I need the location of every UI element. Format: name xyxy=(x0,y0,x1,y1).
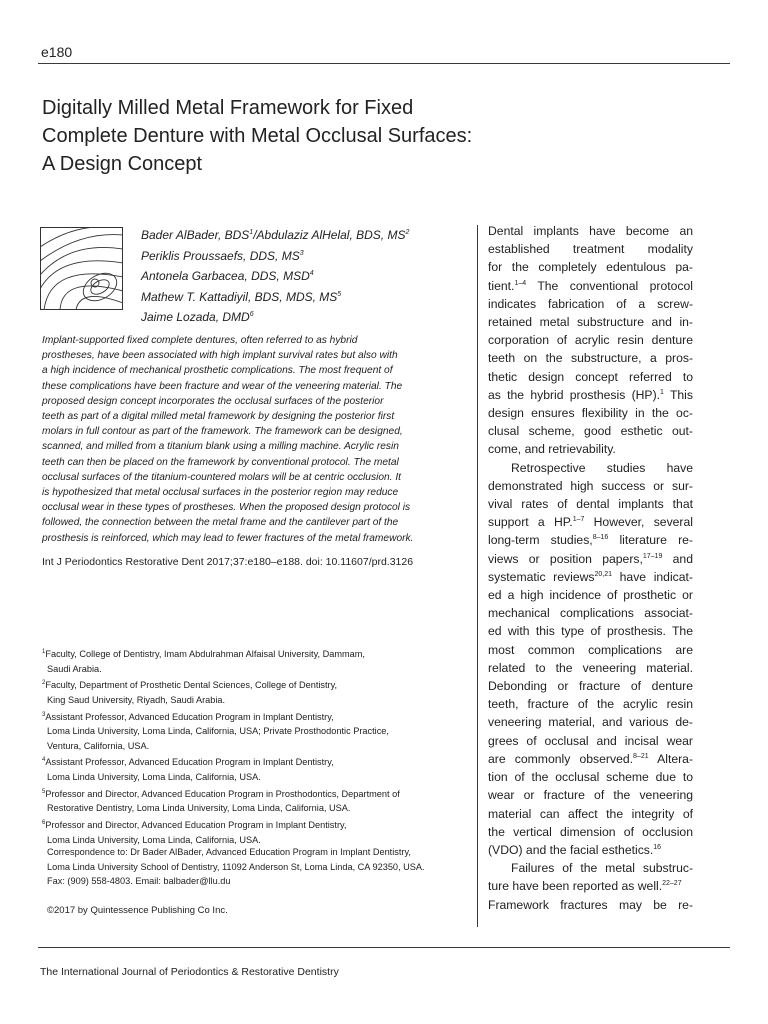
affiliation-item: $^6$Professor and Director, Advanced Education Program in Implant Dentistry, Loma Linda University, Loma Linda, California, USA. xyxy=(42,819,347,845)
reference-superscript: 5 xyxy=(42,788,46,795)
body-line: retained metal substructure and in- xyxy=(488,315,693,330)
body-line: established treatment modality xyxy=(488,242,693,257)
body-line: corporation of acrylic resin denture xyxy=(488,333,693,348)
abstract: Implant-supported fixed complete dentures, often referred to as hybrid prostheses, have been associated with high implant survival rates but also with a high incidence of mechanical prosthetic complications. The most frequent of these complications have been fracture and wear of the veneering material. The proposed design concept incorporates the occlusal surfaces of the posterior teeth as part of a digital milled metal framework by designing the posterior first molars in full contour as part of the framework. The framework can be designed, scanned, and milled from a titanium blank using a milling machine. Acrylic resin teeth can then be placed on the framework by conventional protocol. The metal occlusal surfaces of the titanium-countered molars will be at centric occlusion. It is hypothesized that metal occlusal surfaces in the posterior region may reduce occlusal wear in these types of prostheses. When the proposed design protocol is followed, the connection between the metal frame and the cantilever part of the prosthesis is reinforced, which may lead to fewer fractures of the metal framework. xyxy=(42,335,414,544)
body-line: teeth on the substructure, a pros- xyxy=(488,351,693,366)
header-rule xyxy=(38,63,730,64)
copyright: ©2017 by Quintessence Publishing Co Inc. xyxy=(47,905,228,916)
body-line: mechanical complications associat- xyxy=(488,606,693,621)
body-line: clusal scheme, good esthetic out- xyxy=(488,424,693,439)
reference-superscript: 1–7 xyxy=(572,516,585,524)
body-line: Retrospective studies have xyxy=(511,460,693,475)
body-line: views or position papers,$^{17-19}$ and xyxy=(488,551,693,566)
reference-superscript: 3 xyxy=(42,711,46,718)
reference-superscript: 3 xyxy=(299,249,304,257)
body-text xyxy=(488,222,693,914)
reference-superscript: 8–16 xyxy=(592,534,609,542)
body-line: tient.$^{1-4}$ The conventional protocol xyxy=(488,278,693,293)
column-divider xyxy=(477,225,478,927)
body-line: wear or fracture of the veneering xyxy=(488,788,693,803)
title-line: Digitally Milled Metal Framework for Fixed xyxy=(42,97,414,119)
body-line: support a HP.$^{1-7}$ However, several xyxy=(488,515,693,530)
body-line: Dental implants have become an xyxy=(488,224,693,238)
body-line: indicates fabrication of a screw- xyxy=(488,296,693,311)
author-line: Jaime Lozada, DMD$^6$ xyxy=(141,310,254,324)
body-line: for the completely edentulous pa- xyxy=(488,260,693,275)
reference-superscript: 1 xyxy=(249,229,254,236)
body-line: vival rates of dental implants that xyxy=(488,497,693,512)
author-line: Bader AlBader, BDS$^1$/Abdulaziz AlHelal, BDS, $MS^2$ xyxy=(141,228,410,242)
body-line: design ensures flexibility in the oc- xyxy=(488,406,693,421)
journal-name: The International Journal of Periodontics & Restorative Dentistry xyxy=(40,966,339,978)
correspondence: Correspondence to: Dr Bader AlBader, Advanced Education Program in Implant Dentistry, Loma Linda University School of Dentistry, 11092 Anderson St, Loma Linda, CA 92350, USA. Fax: (909) 558-4803. Email: balbader@llu.du xyxy=(47,847,425,887)
reference-superscript: 2 xyxy=(42,680,46,687)
reference-superscript: 17–19 xyxy=(642,552,663,560)
reference-superscript: 1 xyxy=(42,649,46,655)
body-line: grees of occlusal and incisal wear xyxy=(488,733,693,748)
body-line: teeth, fracture of the acrylic resin xyxy=(488,697,693,712)
body-line: Failures of the metal substruc- xyxy=(511,861,693,876)
affiliation-item: $^5$Professor and Director, Advanced Education Program in Prosthodontics, Department of Restorative Dentistry, Loma Linda University, Loma Linda, California, USA. xyxy=(42,788,400,814)
page-number: e180 xyxy=(41,44,73,60)
reference-superscript: 22–27 xyxy=(662,880,682,888)
reference-superscript: 6 xyxy=(42,819,46,826)
reference-superscript: 1–4 xyxy=(514,279,527,287)
body-line: thetic design concept referred to xyxy=(488,369,693,384)
body-line: long-term studies,$^{8-16}$ literature re- xyxy=(488,533,693,548)
body-line: tion of the occlusal scheme due to xyxy=(488,770,693,785)
body-line: the vertical dimension of occlusion xyxy=(488,824,693,839)
affiliation-item: $^3$Assistant Professor, Advanced Education Program in Implant Dentistry, Loma Linda University, Loma Linda, California, USA; Private Prosthodontic Practice, Ventura, California, USA. xyxy=(42,711,389,751)
body-line: ture have been reported as well.$^{22-27}$ xyxy=(488,879,682,894)
fingerprint-logo-icon xyxy=(40,227,123,310)
body-line: systematic reviews$^{20,21}$ have indicat- xyxy=(488,569,693,584)
author-line: Antonela Garbacea, DDS, MSD$^4$ xyxy=(141,269,314,283)
body-line: Debonding or fracture of denture xyxy=(488,679,693,694)
body-line: related to the veneering material. xyxy=(488,660,693,675)
affiliation-item: $^1$Faculty, College of Dentistry, Imam Abdulrahman Alfaisal University, Dammam, Saudi Arabia. xyxy=(42,649,365,674)
article-title xyxy=(42,94,642,178)
reference-superscript: 6 xyxy=(249,311,254,318)
body-line: material can affect the integrity of xyxy=(488,806,693,821)
footer-rule xyxy=(38,947,730,948)
reference-superscript: 4 xyxy=(309,270,314,277)
author-list xyxy=(141,224,461,327)
body-line: veneering material, and various de- xyxy=(488,715,693,730)
body-line: (VDO) and the facial esthetics.$^{16}$ xyxy=(488,842,662,857)
reference-superscript: 8–21 xyxy=(633,752,649,760)
body-line: Framework fractures may be re- xyxy=(488,897,693,912)
reference-superscript: 16 xyxy=(653,843,662,851)
author-line: Mathew T. Kattadiyil, BDS, MDS, $MS^5$ xyxy=(141,289,342,304)
reference-superscript: 2 xyxy=(405,229,410,236)
reference-superscript: 5 xyxy=(337,290,342,298)
body-line: come, and retrievability. xyxy=(488,442,616,457)
reference-superscript: 1 xyxy=(660,388,664,396)
citation: Int J Periodontics Restorative Dent 2017;37:e180–e188. doi: 10.11607/prd.3126 xyxy=(42,556,414,568)
body-line: are commonly observed.$^{8-21}$ Altera- xyxy=(488,751,694,766)
affiliations xyxy=(42,645,472,847)
body-line: most common complications are xyxy=(488,642,693,657)
body-line: ed a high incidence of prosthetic or xyxy=(488,588,693,603)
title-line: A Design Concept xyxy=(42,153,203,175)
title-line: Complete Denture with Metal Occlusal Surfaces: xyxy=(42,125,473,147)
reference-superscript: 20,21 xyxy=(594,570,613,578)
affiliation-item: $^2$Faculty, Department of Prosthetic Dental Sciences, College of Dentistry, King Saud University, Riyadh, Saudi Arabia. xyxy=(42,680,338,705)
author-line: Periklis Proussaefs, DDS, $MS^3$ xyxy=(141,248,304,263)
body-line: as the hybrid prosthesis (HP).$^1$ This xyxy=(488,387,693,402)
body-line: ed with this type of prosthesis. The xyxy=(488,624,693,639)
reference-superscript: 4 xyxy=(42,757,46,764)
affiliation-item: $^4$Assistant Professor, Advanced Education Program in Implant Dentistry, Loma Linda University, Loma Linda, California, USA. xyxy=(42,757,334,782)
body-line: demonstrated high success or sur- xyxy=(488,478,693,493)
